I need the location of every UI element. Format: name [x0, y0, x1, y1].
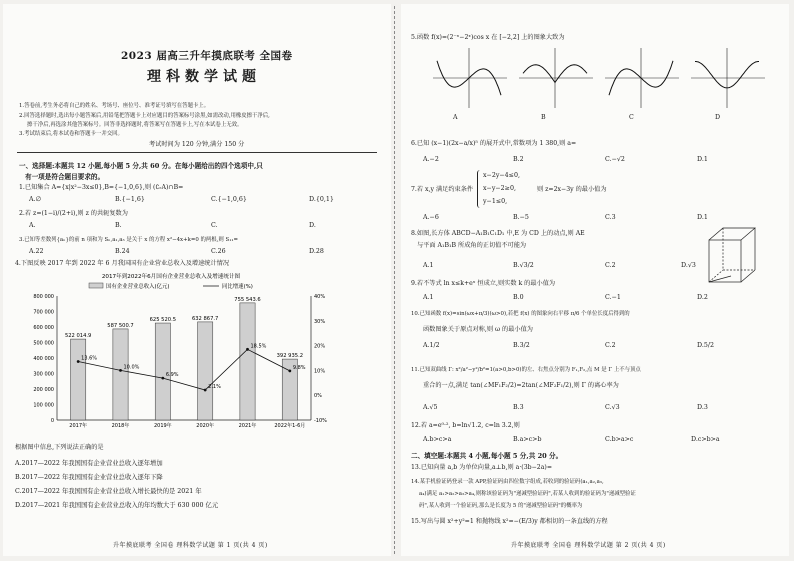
notice-2b: 擦干净后,再选涂其他答案标号。回答非选择题时,将答案写在答题卡上,写在本试卷上无效。 — [27, 122, 243, 128]
q1: 1.已知集合 A={x|x²−3x≤0},B={−1,0,6},则 (∁ᵣA)∩B= — [19, 184, 184, 191]
growth-point — [288, 369, 291, 372]
y-tick-label: 200 000 — [33, 387, 54, 393]
q11-option-a: A.√5 — [423, 404, 438, 411]
q5-graphs — [425, 44, 765, 114]
q4-prompt: 根据图中信息,下列说法正确的是 — [15, 444, 104, 451]
left-footer: 升年摸底联考 全国卷 理科数学试题 第 1 页(共 4 页) — [113, 542, 268, 549]
q1-option-c: C.{−1,0,6} — [211, 196, 247, 203]
y2-tick-label: 0% — [314, 393, 322, 400]
left-page — [3, 4, 391, 556]
bar-value-label: 625 520.5 — [149, 317, 177, 324]
x-tick-label: 2019年 — [153, 423, 172, 429]
q10-option-d: D.5/2 — [697, 342, 714, 349]
bar — [113, 329, 128, 420]
q11-option-b: B.3 — [513, 404, 524, 411]
q7-option-a: A.−6 — [423, 214, 439, 221]
q2-option-a: A. — [29, 222, 36, 229]
y-tick-label: 600 000 — [33, 325, 54, 331]
q7-tail: 则 z=2x−3y 的最小值为 — [537, 186, 607, 193]
q7-constraint-1: x−2y−4≤0, — [483, 172, 520, 179]
q7-constraint-3: y−1≤0, — [483, 198, 508, 205]
y2-tick-label: 10% — [314, 368, 326, 375]
bar — [71, 339, 86, 420]
section2-heading: 二、填空题:本题共 4 小题,每小题 5 分,共 20 分。 — [411, 452, 563, 460]
revenue-chart — [11, 270, 351, 442]
q6-option-d: D.1 — [697, 156, 708, 163]
q12-option-c: C.b>a>c — [605, 436, 634, 443]
growth-point — [119, 369, 122, 372]
legend-line-label: 同比增速(%) — [222, 284, 253, 290]
q8: 8.如图,长方体 ABCD−A₁B₁C₁D₁ 中,E 为 CD 上的动点,则 AE — [411, 230, 585, 237]
right-footer: 升年摸底联考 全国卷 理科数学试题 第 2 页(共 4 页) — [511, 542, 666, 549]
x-tick-label: 2020年 — [196, 423, 215, 429]
growth-rate-label: 6.9% — [165, 372, 179, 379]
q3-option-d: D.28 — [309, 248, 324, 255]
q10-b: 函数图象关于原点对称,则 ω 的最小值为 — [423, 326, 533, 333]
q7-option-b: B.−5 — [513, 214, 529, 221]
q9-option-a: A.1 — [423, 294, 434, 301]
q3-option-b: B.24 — [115, 248, 130, 255]
x-tick-label: 2021年 — [238, 423, 257, 429]
q8-option-b: B.√3/2 — [513, 262, 534, 269]
q9-option-c: C.−1 — [605, 294, 621, 301]
q10-option-a: A.1/2 — [423, 342, 440, 349]
q3-option-a: A.22 — [29, 248, 44, 255]
growth-point — [246, 348, 249, 351]
growth-rate-label: 13.6% — [81, 355, 98, 362]
q11: 11.已知双曲线 Γ: x²/a²−y²/b²=1(a>0,b>0)的左、右焦点分别为 F₁,F₂,点 M 是 Γ 上不与顶点 — [411, 367, 641, 373]
notice-2: 2.回答选择题时,选出每小题答案后,用铅笔把答题卡上对应题目的答案标号涂黑,如需改动,用橡皮擦干净后, — [19, 113, 270, 119]
q8-b: 与平面 A₁B₁B 所成角的正切值不可能为 — [417, 242, 527, 249]
q7-option-d: D.1 — [697, 214, 708, 221]
right-page — [401, 4, 789, 556]
q9-option-d: D.2 — [697, 294, 708, 301]
y2-tick-label: 40% — [314, 294, 326, 300]
fold-line — [394, 6, 395, 554]
q4-option-b: B.2017—2022 年我国国有企业营业总收入逐年下降 — [15, 474, 163, 481]
y-tick-label: 0 — [50, 418, 54, 424]
q5-option-d: D — [715, 114, 721, 121]
y-tick-label: 700 000 — [33, 309, 54, 316]
subject-title: 理科数学试题 — [147, 69, 261, 85]
q5-option-a: A — [453, 114, 458, 121]
q7-constraint-2: x−y−2≥0, — [483, 185, 516, 192]
y-tick-label: 800 000 — [33, 294, 54, 300]
bar — [240, 303, 255, 420]
growth-line — [78, 349, 290, 390]
growth-rate-label: 9.8% — [292, 364, 306, 371]
q11-option-d: D.3 — [697, 404, 708, 411]
q4: 4.下图反映 2017 年到 2022 年 6 月我国国有企业营业总收入及增速统计情况 — [15, 260, 230, 267]
growth-point — [161, 377, 164, 380]
q10-option-b: B.3/2 — [513, 342, 530, 349]
q6: 6.已知 (x−1)(2x−a/x)⁵ 的展开式中,常数项为 1 380,则 a= — [411, 140, 577, 147]
chart-title: 2017年到2022年6月国有企业营业总收入及增速统计图 — [101, 274, 241, 280]
q6-option-c: C.−√2 — [605, 156, 625, 163]
q8-cuboid-figure — [701, 224, 763, 288]
growth-point — [77, 360, 80, 363]
q2-option-c: C. — [211, 222, 218, 229]
q2-option-d: D. — [309, 222, 316, 229]
q9-option-b: B.0 — [513, 294, 524, 301]
q3-option-c: C.26 — [211, 248, 226, 255]
y-tick-label: 100 000 — [33, 402, 54, 409]
notice-1: 1.答卷前,考生务必将自己的姓名、考场号、座位号、准考证号填写在答题卡上。 — [19, 103, 210, 109]
divider — [17, 152, 377, 153]
y-tick-label: 300 000 — [33, 371, 54, 378]
q14: 14.某手机验证码登录一款 APP,验证码由四位数字组成,若收到的验证码(a₁,a₂,a₃, — [411, 479, 604, 485]
bar-value-label: 632 867.7 — [191, 315, 219, 322]
x-tick-label: 2018年 — [111, 423, 130, 429]
q14-c: 码",某人收到一个验证码,那么是长度为 5 的"递减型验证码"的概率为 — [419, 503, 583, 509]
q14-b: a₄)满足 a₁>a₂>a₃>a₄,则称该验证码为"递减型验证码",若某人收到的验证码为"递减型验证 — [419, 491, 636, 497]
y-tick-label: 500 000 — [33, 340, 54, 347]
q12-option-d: D.c>b>a — [691, 436, 720, 443]
q10-option-c: C.2 — [605, 342, 616, 349]
q11-option-c: C.√3 — [605, 404, 620, 411]
q12-option-b: B.a>c>b — [513, 436, 542, 443]
q5: 5.函数 f(x)=(2⁻ˣ−2ˣ)cos x 在 [−2,2] 上的图象大致为 — [411, 34, 565, 41]
y2-tick-label: 30% — [314, 318, 326, 325]
y-tick-label: 400 000 — [33, 356, 54, 362]
bar — [198, 322, 213, 420]
q12-option-a: A.b>c>a — [423, 436, 452, 443]
q7-brace — [477, 170, 481, 208]
q8-option-c: C.2 — [605, 262, 616, 269]
q1-option-a: A.∅ — [29, 196, 42, 203]
growth-rate-label: 2.1% — [208, 383, 221, 390]
y2-tick-label: -10% — [314, 418, 327, 424]
section1-heading: 一、选择题:本题共 12 小题,每小题 5 分,共 60 分。在每小题给出的四个选项中,只 — [19, 162, 263, 170]
q4-option-c: C.2017—2022 年我国国有企业营业总收入增长最快的是 2021 年 — [15, 488, 202, 495]
growth-point — [204, 389, 207, 392]
chart-legend — [89, 282, 253, 290]
q12: 12.若 a=e⁰·², b=ln√1.2, c=ln 3.2,则 — [411, 422, 520, 429]
q3: 3.已知等差数列{aₙ}的前 n 项和为 Sₙ,a₁,a₃ 是关于 x 的方程 x²−4x+k=0 的两根,则 S₁₁= — [19, 237, 239, 243]
bar-value-label: 392 935.2 — [276, 353, 304, 360]
q8-option-a: A.1 — [423, 262, 434, 269]
q10: 10.已知函数 f(x)=sin(ωx+π/3)(ω>0),若把 f(x) 的图象向右平移 π/6 个单位长度后得到的 — [411, 311, 630, 317]
time-line: 考试时间为 120 分钟,满分 150 分 — [149, 141, 245, 148]
x-tick-label: 2017年 — [69, 423, 88, 429]
q1-option-d: D.{0,1} — [309, 196, 334, 203]
q9: 9.若不等式 ln x≤k+eˣ 恒成立,则实数 k 的最小值为 — [411, 280, 556, 287]
growth-rate-label: 10.0% — [123, 364, 140, 371]
y2-tick-label: 20% — [314, 343, 326, 350]
growth-rate-label: 18.5% — [250, 343, 267, 350]
bar-value-label: 587 500.7 — [107, 322, 134, 329]
q15: 15.写出与圆 x²+y²=1 和抛物线 x²=−(E/3)y 都相切的一条直线的方程 — [411, 518, 608, 525]
x-tick-label: 2022年1-6月 — [274, 423, 306, 429]
bar-value-label: 755 543.6 — [234, 296, 261, 303]
q7-option-c: C.3 — [605, 214, 616, 221]
q2: 2.若 z=(1−i)/(2+i),则 z 的共轭复数为 — [19, 210, 128, 217]
notice-3: 3.考试结束后,将本试卷和答题卡一并交回。 — [19, 131, 123, 137]
q2-option-b: B. — [115, 222, 122, 229]
q11-b: 重合的一点,满足 tan(∠MF₁F₂/2)=2tan(∠MF₂F₁/2),则 Γ 的离心率为 — [423, 382, 619, 389]
q13: 13.已知向量 a,b 为单位向量,a⊥b,则 a·(3b−2a)= — [411, 464, 553, 471]
q6-option-a: A.−2 — [423, 156, 439, 163]
q6-option-b: B.2 — [513, 156, 524, 163]
q1-option-b: B.{−1,6} — [115, 196, 145, 203]
q5-option-b: B — [541, 114, 546, 121]
q4-option-d: D.2017—2021 年我国国有企业营业总收入的年均数大于 630 000 亿元 — [15, 502, 219, 509]
q7: 7.若 x,y 满足约束条件 — [411, 186, 474, 193]
exam-title: 2023 届高三升年摸底联考 全国卷 — [121, 50, 293, 62]
q8-option-d: D.√3 — [681, 262, 696, 269]
bar-value-label: 522 014.9 — [64, 333, 92, 340]
q4-option-a: A.2017—2022 年我国国有企业营业总收入逐年增加 — [15, 460, 163, 467]
legend-bar-swatch — [89, 283, 103, 288]
section1-heading-2: 有一项是符合题目要求的。 — [25, 173, 105, 181]
q5-option-c: C — [629, 114, 634, 121]
legend-bar-label: 国有企业营业总收入(亿元) — [106, 284, 170, 290]
